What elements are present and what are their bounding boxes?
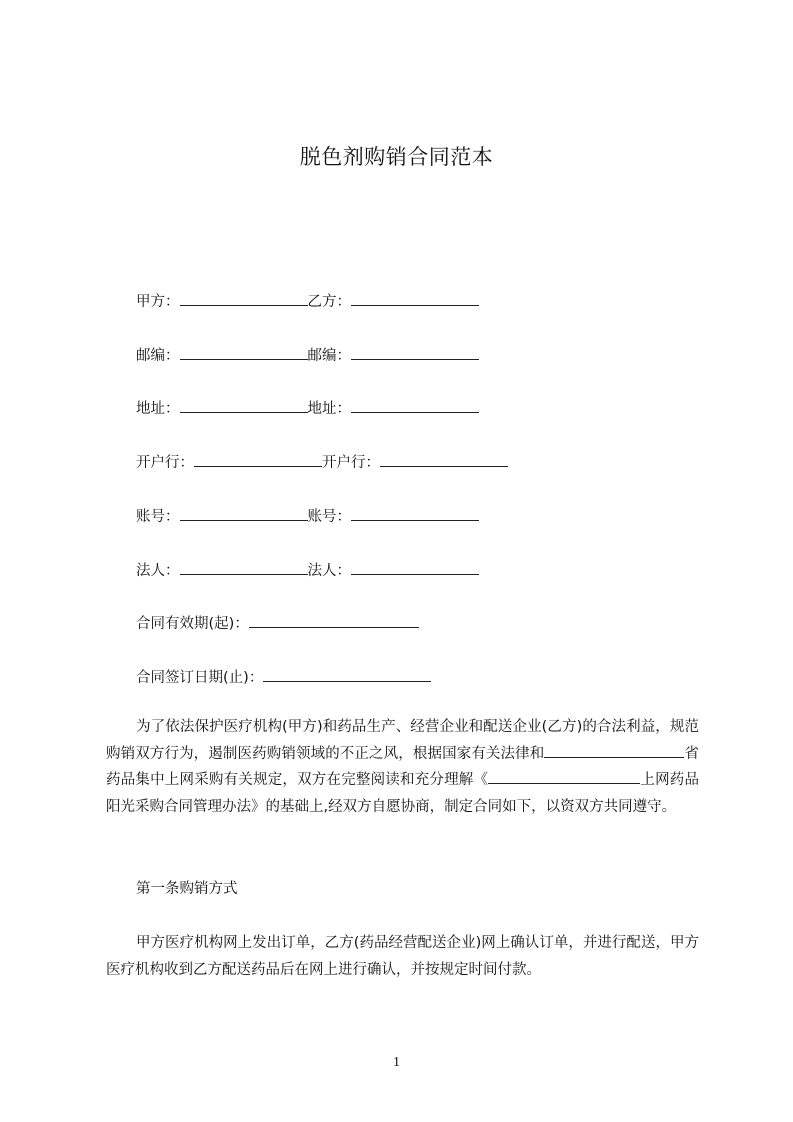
party-b-blank bbox=[351, 293, 479, 306]
signing-date-label: 合同签订日期(止)： bbox=[136, 670, 264, 686]
party-row bbox=[136, 292, 479, 312]
page-number: 1 bbox=[393, 1055, 400, 1070]
account-a-blank bbox=[180, 508, 308, 521]
preamble-paragraph bbox=[106, 714, 699, 820]
province-blank-b bbox=[590, 745, 684, 758]
legal-row bbox=[136, 561, 479, 581]
preamble-part1: 为了依法保护医疗机构(甲方)和药品生产、经营企业和配送企业(乙方)的合法利益，规范购销双方行为，遏制医药购销领域的不正之风，根据国家有关法律和 bbox=[106, 719, 699, 762]
postcode-a-blank bbox=[180, 347, 308, 360]
account-a-label: 账号： bbox=[136, 509, 180, 525]
account-b-blank bbox=[351, 508, 479, 521]
bank-a-label: 开户行： bbox=[136, 455, 194, 471]
province-blank-a bbox=[544, 745, 590, 758]
party-b-label: 乙方： bbox=[307, 294, 351, 310]
address-a-label: 地址： bbox=[136, 401, 180, 417]
legal-a-label: 法人： bbox=[136, 563, 180, 579]
party-a-blank bbox=[180, 293, 308, 306]
postcode-b-label: 邮编： bbox=[307, 348, 351, 364]
article1-body: 甲方医疗机构网上发出订单，乙方(药品经营配送企业)网上确认订单，并进行配送，甲方医疗机构收到乙方配送药品后在网上进行确认，并按规定时间付款。 bbox=[106, 935, 699, 978]
address-b-label: 地址： bbox=[307, 401, 351, 417]
postcode-a-label: 邮编： bbox=[136, 348, 180, 364]
address-a-blank bbox=[180, 400, 308, 413]
address-b-blank bbox=[351, 400, 479, 413]
article1-heading: 第一条购销方式 bbox=[136, 881, 238, 897]
account-row bbox=[136, 507, 479, 527]
article1-paragraph bbox=[106, 930, 699, 983]
regulation-blank-b bbox=[536, 771, 640, 784]
postcode-row bbox=[136, 346, 479, 366]
validity-row bbox=[136, 614, 419, 634]
signing-date-blank bbox=[263, 669, 431, 682]
legal-a-blank bbox=[180, 562, 308, 575]
bank-a-blank bbox=[194, 454, 322, 467]
party-a-label: 甲方： bbox=[136, 294, 180, 310]
preamble-part3: 上网药品阳光采购合同管理办法》的基础上,经双方自愿协商，制定合同如下，以资双方共同遵守。 bbox=[106, 772, 700, 815]
legal-b-label: 法人： bbox=[307, 563, 351, 579]
bank-row bbox=[136, 453, 508, 473]
legal-b-blank bbox=[351, 562, 479, 575]
postcode-b-blank bbox=[351, 347, 479, 360]
account-b-label: 账号： bbox=[307, 509, 351, 525]
regulation-blank-a bbox=[488, 771, 536, 784]
validity-blank bbox=[249, 615, 419, 628]
preamble-part2: 省药品集中上网采购有关规定，双方在完整阅读和充分理解《 bbox=[106, 745, 700, 788]
document-title: 脱色剂购销合同范本 bbox=[299, 145, 494, 169]
signing-date-row bbox=[136, 668, 431, 688]
address-row bbox=[136, 399, 479, 419]
validity-label: 合同有效期(起)： bbox=[136, 616, 249, 632]
bank-b-label: 开户行： bbox=[322, 455, 380, 471]
bank-b-blank bbox=[380, 454, 508, 467]
